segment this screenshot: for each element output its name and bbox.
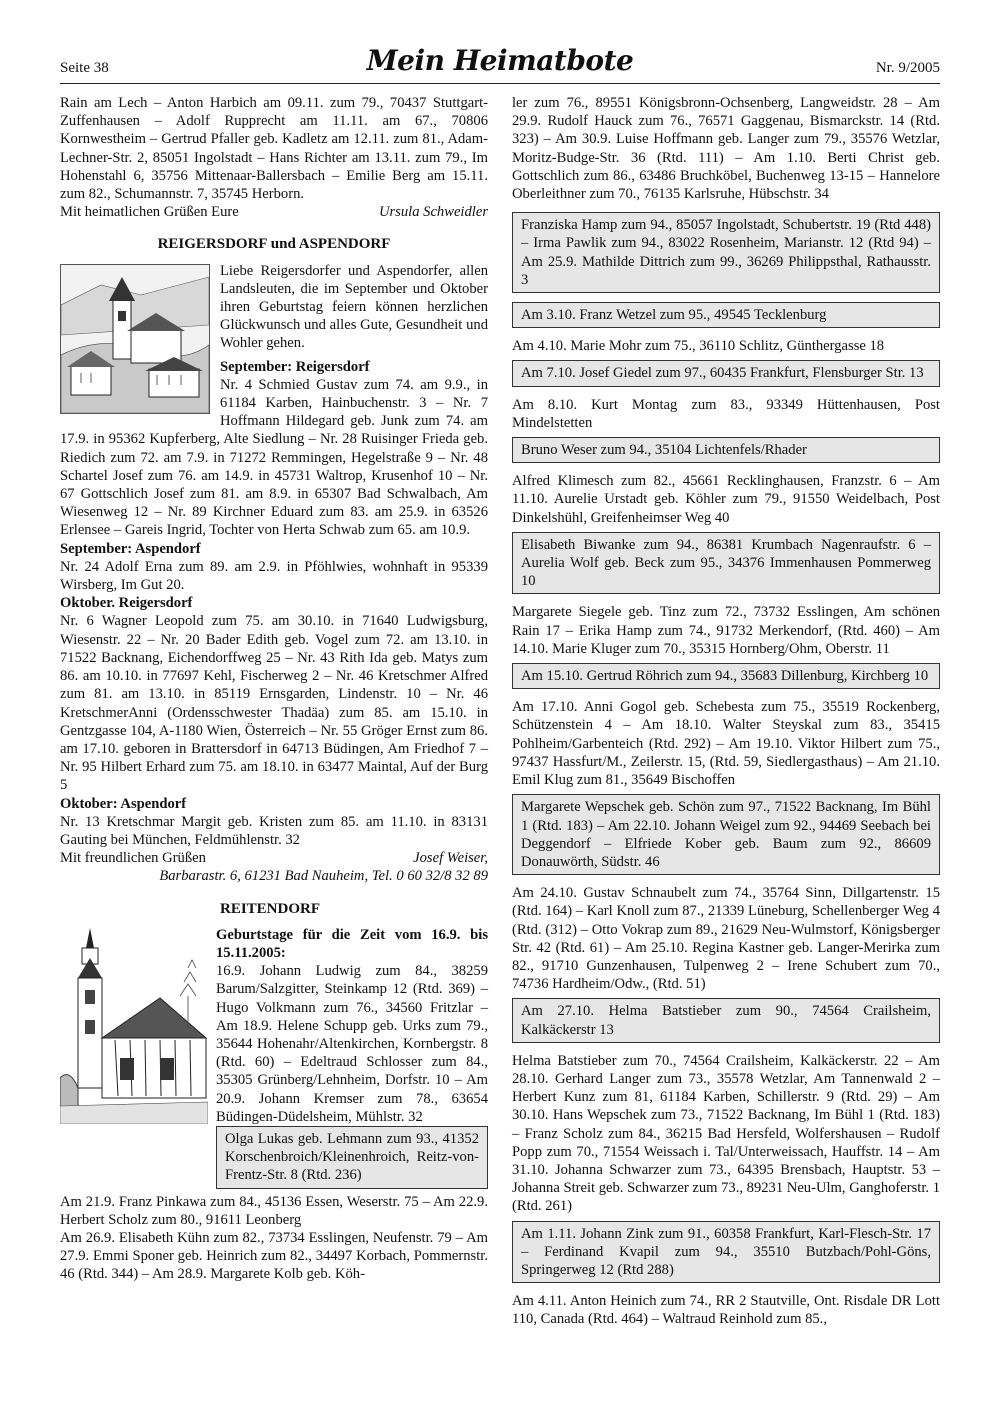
- right-paragraph-5: Margarete Siegele geb. Tinz zum 72., 73732 Esslingen, Am schönen Rain 17 – Erika Hamp zum 74., 91732 Merkendorf, (Rtd. 460) – Am 14.10. Marie Kluger zum 70., 35315 Hornberg/Ohm, Oberstr. 11: [512, 604, 940, 657]
- highlight-box-3: Am 7.10. Josef Giedel zum 97., 60435 Frankfurt, Flensburger Str. 13: [512, 360, 940, 386]
- signature-weiser-name: Josef Weiser,: [413, 850, 488, 867]
- highlight-box-4: Bruno Weser zum 94., 35104 Lichtenfels/Rhader: [512, 437, 940, 463]
- sep-aspendorf-list: Nr. 24 Adolf Erna zum 89. am 2.9. in Pföhlwies, wohnhaft in 95339 Wirsberg, Im Gut 20.: [60, 558, 488, 594]
- subhead-okt-reigersdorf: Oktober. Reigersdorf: [60, 595, 193, 612]
- right-paragraph-3: Am 8.10. Kurt Montag zum 83., 93349 Hüttenhausen, Post Mindelstetten: [512, 396, 940, 431]
- highlight-box-1: Franziska Hamp zum 94., 85057 Ingolstadt, Schubertstr. 19 (Rtd 448) – Irma Pawlik zum 94., 83022 Rosenheim, Marianstr. 12 (Rtd 94) – Am 25.9. Mathilde Dittrich zum 99., 36269 Philippsthal, Rathausstr. 3: [512, 212, 940, 293]
- signature-row-2: [60, 849, 488, 867]
- intro-paragraph: Rain am Lech – Anton Harbich am 09.11. zum 79., 70437 Stuttgart-Zuffenhausen – Adolf Rupprecht am 11.11. am 67., 70806 Kornwestheim – Gertrud Pfaller geb. Kadletz am 12.11. zum 81., Adam-Lechner-Str. 2, 85051 Ingolstadt – Hans Richter am 13.11. zum 79., Im Hohenstahl 6, 35756 Mittenaar-Ballersbach – Emilie Berg am 15.11. zum 82., Schumannstr. 7, 35745 Herborn.: [60, 95, 488, 203]
- village-church-illustration: [60, 264, 210, 414]
- okt-reigersdorf-list: Nr. 6 Wagner Leopold zum 75. am 30.10. in 71640 Ludwigsburg, Wiesenstr. 22 – Nr. 20 Bader Edith geb. Vogel zum 72. am 13.10. in 71522 Backnang, Eichendorffweg 25 – Nr. 43 Rith Ida geb. Matys zum 86. am 10.10. in 77697 Kehl, Fischerweg 2 – Nr. 46 Kretschmer Alfred zum 81. am 13.10. in 85119 Ernsgarden, Lindenstr. 10 – Nr. 46 KretschmerAnni (Ordensschwester Thadäa) zum 85. am 15.10. in Gentzgasse 104, A-1180 Wien, Österreich – Nr. 55 Gröger Ernst zum 86. am 17.10. geboren in Brattersdorf in 64713 Büdingen, Am Friedhof 7 – Nr. 95 Hilbert Erhard zum 75. am 18.10. in 63477 Maintal, Auf der Burg 5: [60, 613, 488, 794]
- signature-row: [60, 203, 488, 221]
- closing-greeting: Mit heimatlichen Grüßen Eure: [60, 204, 239, 221]
- section-title-reigersdorf: REIGERSDORF und ASPENDORF: [157, 236, 391, 253]
- page-header: [60, 44, 940, 84]
- page-number: Seite 38: [60, 60, 109, 76]
- masthead-title: Mein Heimatbote: [366, 44, 634, 77]
- subhead-sep-aspendorf: September: Aspendorf: [60, 540, 201, 557]
- right-column: [512, 94, 940, 1329]
- right-paragraph-2: Am 4.10. Marie Mohr zum 75., 36110 Schlitz, Günthergasse 18: [512, 338, 885, 355]
- issue-number: Nr. 9/2005: [875, 60, 940, 76]
- highlight-box-7: Margarete Wepschek geb. Schön zum 97., 71522 Backnang, Im Bühl 1 (Rtd. 183) – Am 22.10. Johann Weigel zum 92., 94469 Seebach bei Deggendorf – Elfriede Kober geb. Baum zum 92., 86609 Donauwörth, Südstr. 46: [512, 794, 940, 875]
- highlight-box-5: Elisabeth Biwanke zum 94., 86381 Krumbach Nagenraufstr. 6 – Aurelia Wolf geb. Beck zum 95., 34376 Immenhausen Pommerweg 10: [512, 532, 940, 595]
- okt-aspendorf-list: Nr. 13 Kretschmar Margit geb. Kristen zum 85. am 11.10. in 83131 Gauting bei München, Feldmühlenstr. 32: [60, 813, 488, 848]
- sep-reigersdorf-list: Nr. 4 Schmied Gustav zum 74. am 9.9., in 61184 Karben, Hainbuchenstr. 3 – Nr. 7 Hoffmann Hildegard geb. Junk zum 74. am 17.9. in 95362 Kupferberg, Alte Siedlung – Nr. 28 Ruisinger Frieda geb. Riedich zum 72. am 7.9. in 71272 Remmingen, Hegelstraße 9 – Nr. 48 Schartel Josef zum 76. am 14.9. in 45731 Waltrop, Krusenhof 10 – Nr. 67 Gottschlich Josef zum 81. am 8.9. in 65307 Bad Schwalbach, Am Wiesenweg 12 – Nr. 89 Kirchner Eduard zum 83. am 25.9. in 63526 Erlensee – Gareis Ingrid, Tochter von Herta Schwab zum 65. am 10.9.: [60, 376, 488, 539]
- highlight-box-2: Am 3.10. Franz Wetzel zum 95., 49545 Tecklenburg: [512, 302, 940, 328]
- right-paragraph-8: Helma Batstieber zum 70., 74564 Crailsheim, Kalkäckerstr. 22 – Am 28.10. Gerhard Langer zum 73., 35578 Wetzlar, Am Tannenwald 2 – Herbert Kunz zum 81, 61184 Karben, Schillerstr. 9 (Rtd. 29) – Am 30.10. Hans Wepschek zum 73., 71522 Backnang, Im Bühl 1 (Rtd. 183) – Franz Scholz zum 84., 36215 Bad Hersfeld, Wolfershausen – Rudolf Popp zum 70., 71554 Weissach i. Tal/Unterweissach, Hauffstr. 14 – Am 31.10. Johanna Schwarzer zum 73., 64395 Brensbach, Hauptstr. 53 – Johanna Streit geb. Schwarzer zum 73., 89231 Neu-Ulm, Ganghoferstr. 1 (Rtd. 261): [512, 1052, 940, 1215]
- closing-greeting-2: Mit freundlichen Grüßen: [60, 850, 206, 867]
- reitendorf-subhead: Geburtstage für die Zeit vom 16.9. bis 15.11.2005:: [216, 926, 488, 961]
- left-column: [60, 94, 488, 1284]
- subhead-okt-aspendorf: Oktober: Aspendorf: [60, 795, 187, 812]
- highlight-box-9: Am 1.11. Johann Zink zum 91., 60358 Frankfurt, Karl-Flesch-Str. 17 – Ferdinand Kvapil zum 94., 35510 Butzbach/Pohl-Göns, Springerweg 12 (Rtd 288): [512, 1221, 940, 1284]
- reitendorf-church-illustration: [60, 928, 208, 1124]
- right-paragraph-9: Am 4.11. Anton Heinich zum 74., RR 2 Stautville, Ont. Risdale DR Lott 110, Canada (Rtd. 464) – Waltraud Reinhold zum 85.,: [512, 1293, 940, 1328]
- highlight-box-6: Am 15.10. Gertrud Röhrich zum 94., 35683 Dillenburg, Kirchberg 10: [512, 663, 940, 689]
- subhead-sep-reigersdorf: September: Reigersdorf: [220, 358, 370, 375]
- highlight-box-lukas: Olga Lukas geb. Lehmann zum 93., 41352 Korschenbroich/Kleinenhroich, Reitz-von-Frentz-Str. 8 (Rtd. 236): [216, 1126, 488, 1189]
- signature-weiser-address: Barbarastr. 6, 61231 Bad Nauheim, Tel. 0 60 32/8 32 89: [159, 868, 488, 885]
- header-rule: [60, 83, 940, 84]
- right-paragraph-7: Am 24.10. Gustav Schnaubelt zum 74., 35764 Sinn, Dillgartenstr. 15 (Rtd. 164) – Karl Knoll zum 87., 21339 Lüneburg, Schellenberger Weg 4 (Rtd. (312) – Otto Vokrap zum 89., 21629 Neu-Wulmstorf, Königsberger Str. 42 (Rtd. 61) – Am 25.10. Regina Kastner geb. Langer-Merirka zum 82., 91710 Gunzenhausen, Tulpenweg 2 – Irene Schubert zum 70., 74736 Hardheim/Odw., (Rtd. 51): [512, 885, 940, 993]
- reitendorf-list: 16.9. Johann Ludwig zum 84., 38259 Barum/Salzgitter, Steinkamp 12 (Rtd. 369) – Hugo Volkmann zum 76., 34560 Fritzlar – Am 18.9. Helene Schupp geb. Urks zum 79., 35644 Hohenahr/Altenkirchen, Kornbergstr. 8 (Rtd. 60) – Edeltraud Schlosser zum 84., 35305 Grünberg/Lehnheim, Dorfstr. 10 – Am 20.9. Johann Kremser zum 78., 63654 Büdingen-Düdelsheim, Mühlstr. 32: [216, 963, 488, 1125]
- signature-schweidler: Ursula Schweidler: [378, 204, 488, 221]
- section-title-reitendorf: REITENDORF: [220, 900, 321, 917]
- reitendorf-list-3: Am 26.9. Elisabeth Kühn zum 82., 73734 Esslingen, Neufenstr. 79 – Am 27.9. Emmi Sponer geb. Heinrich zum 82., 34497 Korbach, Pommernstr. 46 (Rtd. 344) – Am 28.9. Margarete Kolb geb. Köh-: [60, 1229, 488, 1283]
- reitendorf-list-2: Am 21.9. Franz Pinkawa zum 84., 45136 Essen, Weserstr. 75 – Am 22.9. Herbert Scholz zum 80., 91611 Leonberg: [60, 1193, 488, 1228]
- reigersdorf-intro: Liebe Reigersdorfer und Aspendorfer, allen Landsleuten, die im September und Oktober ihren Geburtstag feiern können herzlichen Glückwunsch und alles Gute, Gesundheit und Wohler gehen.: [220, 262, 488, 352]
- right-paragraph-4: Alfred Klimesch zum 82., 45661 Recklinghausen, Franzstr. 6 – Am 11.10. Aurelie Urstadt geb. Köhler zum 79., 91550 Weidelbach, Post Dinkelshühl, Greifenheimser Weg 40: [512, 473, 940, 526]
- right-paragraph-1: ler zum 76., 89551 Königsbronn-Ochsenberg, Langweidstr. 28 – Am 29.9. Rudolf Hauck zum 76., 76571 Gaggenau, Bismarckstr. 14 (Rtd. 323) – Am 30.9. Luise Hoffmann geb. Langer zum 79., 35576 Wetzlar, Moritz-Budge-Str. 36 (Rtd. 111) – Am 1.10. Berti Christ geb. Gottschlich zum 86., 63486 Bruchköbel, Buchenweg 13-15 – Hannelore Oberleithner zum 70., 76135 Karlsruhe, Hübschstr. 34: [512, 95, 940, 203]
- highlight-box-8: Am 27.10. Helma Batstieber zum 90., 74564 Crailsheim, Kalkäckerstr 13: [512, 998, 940, 1042]
- right-paragraph-6: Am 17.10. Anni Gogol geb. Schebesta zum 75., 35519 Rockenberg, Schützenstein 4 – Am 18.10. Walter Steyskal zum 83., 35415 Pohlheim/Garbenteich (Rtd. 292) – Am 19.10. Viktor Hilbert zum 75., 97437 Hassfurt/M., Zeilerstr. 15, (Rtd. 59, Siedlergasthaus) – Am 21.10. Emil Klug zum 81., 35649 Bischoffen: [512, 699, 940, 789]
